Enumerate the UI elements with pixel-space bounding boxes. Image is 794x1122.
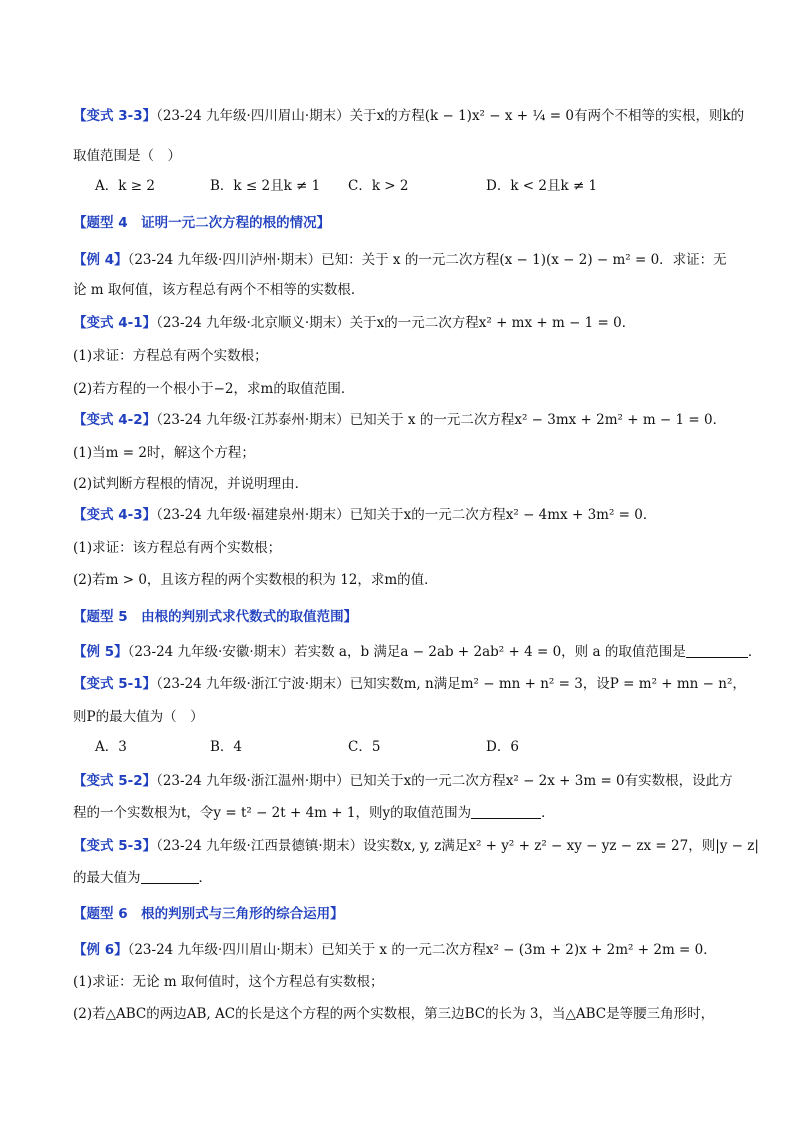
example-5 <box>73 642 761 662</box>
problem-v5-2-line2 <box>73 803 555 823</box>
problem-v5-3-line2 <box>73 868 212 888</box>
example-6-part2: (2)若△ABC的两边AB, AC的长是这个方程的两个实数根，第三边BC的长为 3，当△ABC是等腰三角形时， <box>73 1006 715 1022</box>
section-heading-5: 【题型 5 由根的判别式求代数式的取值范围】 <box>73 609 358 625</box>
problem-v5-1-line1 <box>73 674 746 694</box>
problem-label: 【例 5】 <box>73 644 128 660</box>
problem-text: （23-24 九年级·浙江温州·期中）已知关于x的一元二次方程x² − 2x + 3m = 0有实数根，设此方 <box>156 773 733 789</box>
section-heading-6: 【题型 6 根的判别式与三角形的综合运用】 <box>73 906 344 922</box>
problem-v5-3-line1 <box>73 836 759 856</box>
problem-v5-1-line2: 则P的最大值为（ ） <box>73 709 204 725</box>
problem-label: 【变式 5-3】 <box>73 838 157 854</box>
problem-text: （23-24 九年级·北京顺义·期末）关于x的一元二次方程x² + mx + m − 1 = 0． <box>156 315 636 331</box>
example-6 <box>73 940 717 960</box>
problem-label: 【变式 3-3】 <box>73 108 157 124</box>
problem-label: 【变式 4-3】 <box>73 507 157 523</box>
choice-a: A．3 <box>95 739 127 755</box>
problem-label: 【变式 5-1】 <box>73 676 157 692</box>
problem-v4-3-part1: (1)求证：该方程总有两个实数根； <box>73 540 282 556</box>
problem-label: 【变式 4-1】 <box>73 315 157 331</box>
problem-v3-3-line1 <box>73 106 744 126</box>
problem-text: 的最大值为 <box>73 870 141 886</box>
choice-a: A．k ≥ 2 <box>95 178 155 194</box>
problem-text: 程的一个实数根为t，令y = t² − 2t + 4m + 1，则y的取值范围为 <box>73 805 472 821</box>
problem-v4-2 <box>73 410 726 430</box>
problem-text: （23-24 九年级·福建泉州·期末）已知关于x的一元二次方程x² − 4mx + 3m² = 0． <box>156 507 657 523</box>
answer-blank <box>471 804 541 819</box>
problem-text: （23-24 九年级·江苏泰州·期末）已知关于 x 的一元二次方程x² − 3mx + 2m² + m − 1 = 0． <box>156 412 727 428</box>
choice-d: D．k < 2且k ≠ 1 <box>486 178 598 194</box>
choice-c: C．5 <box>348 739 381 755</box>
problem-v4-1 <box>73 313 635 333</box>
problem-v4-2-part2: (2)试判断方程根的情况，并说明理由． <box>73 476 309 492</box>
example-4-line2: 论 m 取何值，该方程总有两个不相等的实数根． <box>73 282 365 298</box>
choice-b: B．k ≤ 2且k ≠ 1 <box>210 178 321 194</box>
period: ． <box>747 644 762 660</box>
problem-text: （23-24 九年级·安徽·期末）若实数 a，b 满足a − 2ab + 2ab² + 4 = 0，则 a 的取值范围是 <box>127 644 686 660</box>
choice-b: B．4 <box>210 739 243 755</box>
problem-v5-2-line1 <box>73 771 733 791</box>
choice-d: D．6 <box>486 739 519 755</box>
problem-v3-3-line2: 取值范围是（ ） <box>73 148 181 164</box>
problem-label: 【例 6】 <box>73 942 128 958</box>
example-4-line1 <box>73 250 727 270</box>
answer-blank <box>686 643 748 658</box>
problem-text: （23-24 九年级·四川泸州·期末）已知：关于 x 的一元二次方程(x − 1)(x − 2) − m² = 0．求证：无 <box>127 252 727 268</box>
example-6-part1: (1)求证：无论 m 取何值时，这个方程总有实数根； <box>73 974 384 990</box>
choice-c: C．k > 2 <box>348 178 409 194</box>
answer-blank <box>141 869 199 884</box>
problem-text: （23-24 九年级·江西景德镇·期末）设实数x, y, z满足x² + y² + z² − xy − yz − zx = 27，则|y − z| <box>156 838 759 854</box>
period: ． <box>541 805 555 821</box>
problem-text: （23-24 九年级·四川眉山·期末）关于x的方程(k − 1)x² − x + ¼ = 0有两个不相等的实根，则k的 <box>156 108 745 124</box>
problem-text: （23-24 九年级·浙江宁波·期末）已知实数m, n满足m² − mn + n² = 3，设P = m² + mn − n²， <box>156 676 746 692</box>
problem-label: 【变式 5-2】 <box>73 773 157 789</box>
problem-v4-3 <box>73 505 656 525</box>
problem-label: 【例 4】 <box>73 252 128 268</box>
section-heading-4: 【题型 4 证明一元二次方程的根的情况】 <box>73 215 331 231</box>
problem-label: 【变式 4-2】 <box>73 412 157 428</box>
period: ． <box>198 870 212 886</box>
problem-text: （23-24 九年级·四川眉山·期末）已知关于 x 的一元二次方程x² − (3m + 2)x + 2m² + 2m = 0． <box>127 942 717 958</box>
problem-v4-3-part2: (2)若m > 0，且该方程的两个实数根的积为 12，求m的值． <box>73 572 438 588</box>
problem-v4-1-part2: (2)若方程的一个根小于−2，求m的取值范围． <box>73 381 355 397</box>
problem-v4-2-part1: (1)当m = 2时，解这个方程； <box>73 445 255 461</box>
problem-v4-1-part1: (1)求证：方程总有两个实数根； <box>73 348 268 364</box>
